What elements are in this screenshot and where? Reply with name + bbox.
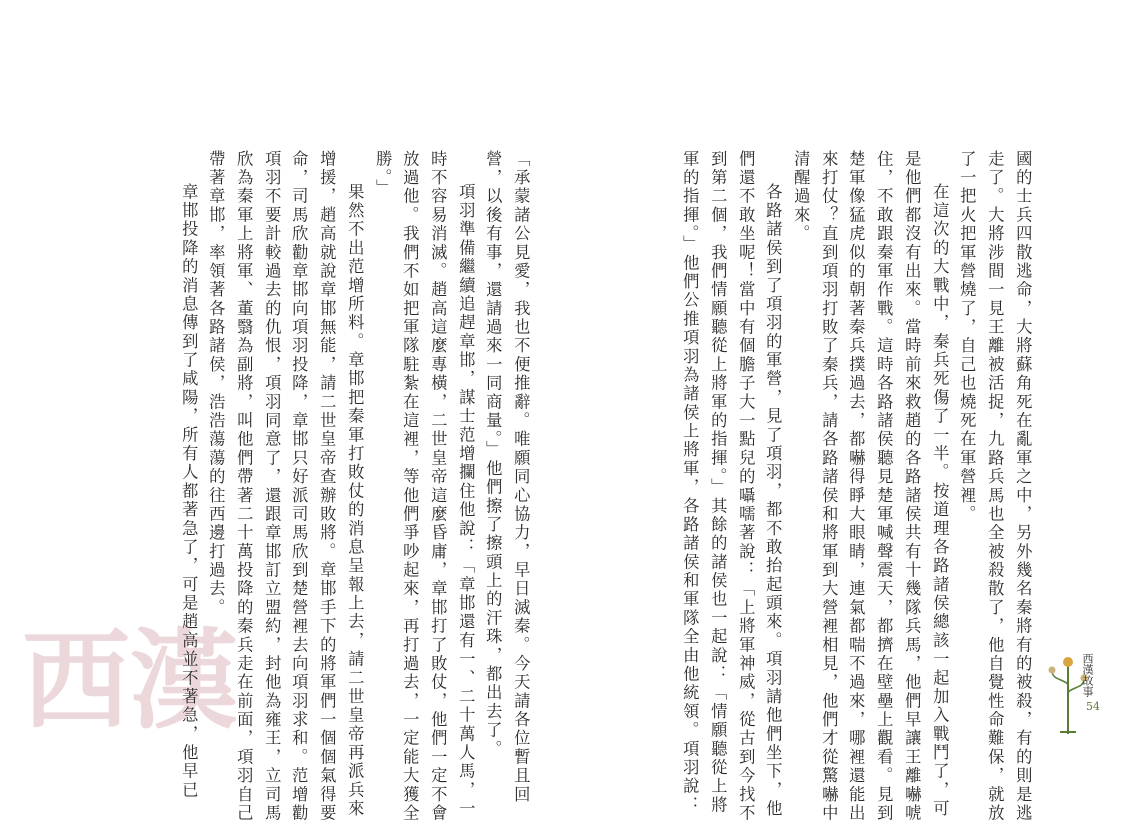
text-column-6: 住，不敢跟秦軍作戰。這時各路諸侯聽見楚軍喊聲震天，都擠在壁壘上觀看。見到 <box>874 150 894 823</box>
text-column-8: 來打仗？直到項羽打敗了秦兵，請各路諸侯和將軍到大營裡相見，他們才從驚嚇中 <box>819 150 839 823</box>
text-column-21: 增援，趙高就說章邯無能，請二世皇帝查辦敗將。章邯手下的將軍們一個個氣得要 <box>317 150 337 823</box>
text-column-1: 國的士兵四散逃命，大將蘇角死在亂軍之中，另外幾名秦將有的被殺，有的則是逃 <box>1013 150 1033 823</box>
text-column-18: 放過他。我們不如把軍隊駐紮在這裡，等他們爭吵起來，再打過去，一定能大獲全 <box>400 150 420 823</box>
text-column-7: 楚軍像猛虎似的朝著秦兵撲過去，都嚇得睜大眼睛，連氣都喘不過來，哪裡還能出 <box>846 150 866 823</box>
watermark-text: 西漢 <box>22 618 239 744</box>
text-column-26: 章邯投降的消息傳到了咸陽，所有人都著急了，可是趙高並不著急，他早已 <box>179 183 199 800</box>
text-column-22: 命，司馬欣勸章邯向項羽投降，章邯只好派司馬欣到楚營裡去向項羽求和。范增勸 <box>289 150 309 823</box>
text-column-15: 營，以後有事，還請過來一同商量。」他們擦了擦頭上的汗珠，都出去了。 <box>483 150 503 759</box>
text-column-19: 勝。」 <box>373 150 393 198</box>
text-column-23: 項羽不要計較過去的仇恨，項羽同意了，還跟章邯訂立盟約，封他為雍王，立司馬 <box>262 150 282 823</box>
text-column-10: 各路諸侯到了項羽的軍營，見了項羽，都不敢抬起頭來。項羽請他們坐下，他 <box>763 183 783 819</box>
page-number: 54 <box>1086 700 1100 713</box>
text-column-13: 軍的指揮。」他們公推項羽為諸侯上將軍，各路諸侯和軍隊全由他統領。項羽說： <box>680 150 700 815</box>
book-title-label: 西漢故事 <box>1081 653 1094 697</box>
text-column-20: 果然不出范增所料。章邯把秦軍打敗仗的消息呈報上去，請二世皇帝再派兵來 <box>345 183 365 819</box>
text-column-24: 欣為秦軍上將軍、董翳為副將，叫他們帶著二十萬投降的秦兵走在前面，項羽自己 <box>234 150 254 823</box>
text-column-17: 時不容易消滅。趙高這麼專橫，二世皇帝這麼昏庸，章邯打了敗仗，他們一定不會 <box>428 150 448 823</box>
text-column-4: 在這次的大戰中，秦兵死傷了一半。按道理各路諸侯總該一起加入戰鬥了，可 <box>930 183 950 819</box>
text-column-25: 帶著章邯，率領著各路諸侯，浩浩蕩蕩的往西邊打過去。 <box>206 150 226 618</box>
text-column-11: 們還不敢坐呢！當中有個膽子大一點兒的囁嚅著說：「上將軍神威，從古到今找不 <box>736 150 756 823</box>
text-column-9: 清醒過來。 <box>791 150 811 244</box>
text-column-3: 了一把火把軍營燒了，自己也燒死在軍營裡。 <box>957 150 977 524</box>
text-column-12: 到第二個，我們情願聽從上將軍的指揮。」其餘的諸侯也一起說：「情願聽從上將 <box>708 150 728 815</box>
text-column-16: 項羽準備繼續追趕章邯，謀士范增攔住他說：「章邯還有一、二十萬人馬，一 <box>456 183 476 819</box>
text-column-14: 「承蒙諸公見愛，我也不便推辭。唯願同心協力，早日滅秦。今天請各位暫且回 <box>511 150 531 805</box>
text-column-5: 是他們都沒有出來。當時前來救趙的各路諸侯共有十幾隊兵馬，他們早讓王離嚇唬 <box>902 150 922 823</box>
text-column-2: 走了。大將涉間一見王離被活捉，九路兵馬也全被殺散了，他自覺性命難保，就放 <box>985 150 1005 823</box>
vertical-text-block <box>0 150 1141 823</box>
